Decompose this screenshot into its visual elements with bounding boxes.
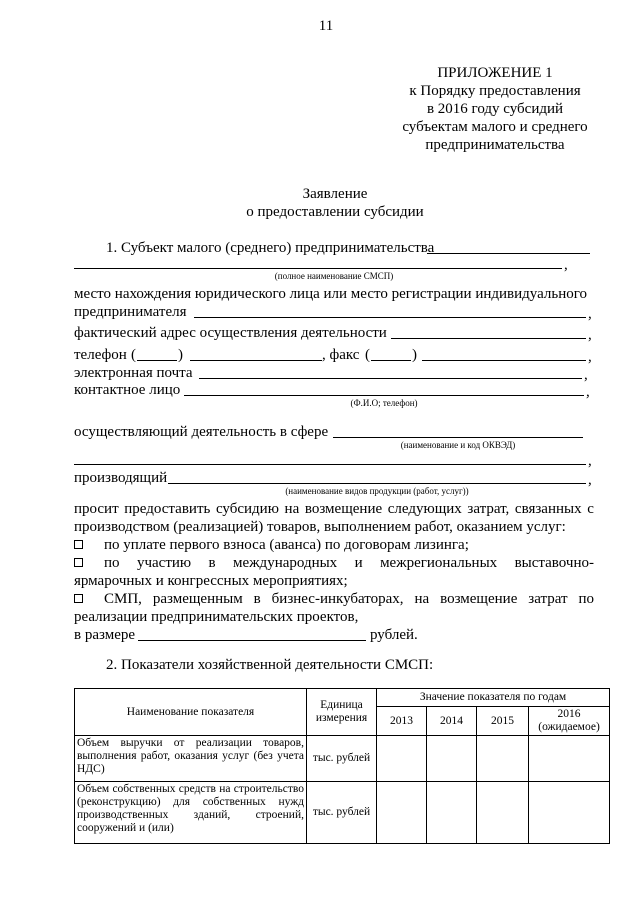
phone-label: телефон (74, 347, 127, 363)
option2-line-2: ярмарочных и конгрессных мероприятиях; (74, 573, 348, 589)
header-unit: Единица измерения (307, 689, 377, 736)
option3-line-2: реализации предпринимательских проектов, (74, 609, 359, 625)
location-field[interactable] (194, 303, 586, 318)
row1-value-2015[interactable] (477, 736, 529, 782)
row1-value-2016[interactable] (529, 736, 610, 782)
actual-address-label: фактический адрес осуществления деятельности (74, 325, 387, 341)
caption-okved: (наименование и код ОКВЭД) (400, 440, 516, 450)
option1-label: по уплате первого взноса (аванса) по договорам лизинга; (104, 537, 469, 553)
header-year-2013: 2013 (377, 707, 427, 736)
appendix-title: ПРИЛОЖЕНИЕ 1 (437, 65, 553, 81)
contact-label: контактное лицо (74, 382, 181, 398)
document-subtitle: о предоставлении субсидии (246, 204, 424, 220)
email-label: электронная почта (74, 365, 193, 381)
option2-line-1: по участию в международных и межрегиональных выставочно- (104, 555, 594, 571)
option2-checkbox[interactable] (74, 558, 83, 567)
appendix-line-4: предпринимательства (425, 137, 565, 153)
header-year-2015: 2015 (477, 707, 529, 736)
section1-title: 1. Субъект малого (среднего) предпринимательства (106, 240, 435, 256)
phone-code-field[interactable] (137, 346, 177, 361)
fax-code-field[interactable] (371, 346, 411, 361)
caption-products: (наименование видов продукции (работ, услуг)) (285, 486, 469, 496)
row2-value-2013[interactable] (377, 782, 427, 844)
request-line-2: производством (реализацией) товаров, выполнением работ, оказанием услуг: (74, 519, 566, 535)
smsp-name-field-2[interactable] (74, 254, 562, 269)
section2-title: 2. Показатели хозяйственной деятельности СМСП: (106, 657, 434, 673)
option3-line-1: СМП, размещенным в бизнес-инкубаторах, на возмещение затрат по (104, 591, 594, 607)
document-title: Заявление (302, 186, 368, 202)
row2-value-2015[interactable] (477, 782, 529, 844)
header-indicator-name: Наименование показателя (75, 689, 307, 736)
option1-checkbox[interactable] (74, 540, 83, 549)
amount-field[interactable] (138, 626, 366, 641)
caption-contact: (Ф.И.О; телефон) (350, 398, 418, 408)
activity-field[interactable] (333, 423, 583, 438)
option3-checkbox[interactable] (74, 594, 83, 603)
contact-field[interactable] (184, 381, 584, 396)
email-field[interactable] (199, 364, 582, 379)
page-number: 11 (318, 18, 334, 34)
location-label-1: место нахождения юридического лица или место регистрации индивидуального (74, 286, 587, 302)
producing-label: производящий (74, 470, 168, 486)
header-values-by-year: Значение показателя по годам (377, 689, 610, 707)
row1-value-2014[interactable] (427, 736, 477, 782)
row2-indicator: Объем собственных средств на строительство (реконструкцию) для собственных нужд производственных зданий, строений, сооружений и (или) (75, 782, 307, 844)
row1-value-2013[interactable] (377, 736, 427, 782)
activity-label: осуществляющий деятельность в сфере (74, 424, 329, 440)
row2-value-2016[interactable] (529, 782, 610, 844)
request-line-1: просит предоставить субсидию на возмещение следующих затрат, связанных с (74, 501, 594, 517)
amount-label: в размере (74, 627, 136, 643)
smsp-name-field-1[interactable] (427, 239, 590, 254)
table-row (75, 736, 610, 782)
row2-value-2014[interactable] (427, 782, 477, 844)
products-field[interactable] (168, 469, 586, 484)
table-row (75, 782, 610, 844)
fax-number-field[interactable] (422, 346, 586, 361)
row1-unit: тыс. рублей (307, 736, 377, 782)
row2-unit: тыс. рублей (307, 782, 377, 844)
activity-field-2[interactable] (74, 450, 586, 465)
header-year-2016: 2016 (ожидаемое) (529, 707, 610, 736)
appendix-line-2: в 2016 году субсидий (426, 101, 564, 117)
caption-smsp-name: (полное наименование СМСП) (274, 271, 394, 281)
appendix-line-3: субъектам малого и среднего (402, 119, 588, 135)
appendix-line-1: к Порядку предоставления (409, 83, 581, 99)
amount-unit: рублей. (370, 627, 418, 643)
indicators-table (74, 688, 610, 844)
fax-label: , факс (322, 347, 360, 363)
phone-number-field[interactable] (190, 346, 322, 361)
actual-address-field[interactable] (391, 324, 586, 339)
row1-indicator: Объем выручки от реализации товаров, выполнения работ, оказания услуг (без учета НДС) (75, 736, 307, 782)
location-label-2: предпринимателя (74, 304, 187, 320)
header-year-2014: 2014 (427, 707, 477, 736)
